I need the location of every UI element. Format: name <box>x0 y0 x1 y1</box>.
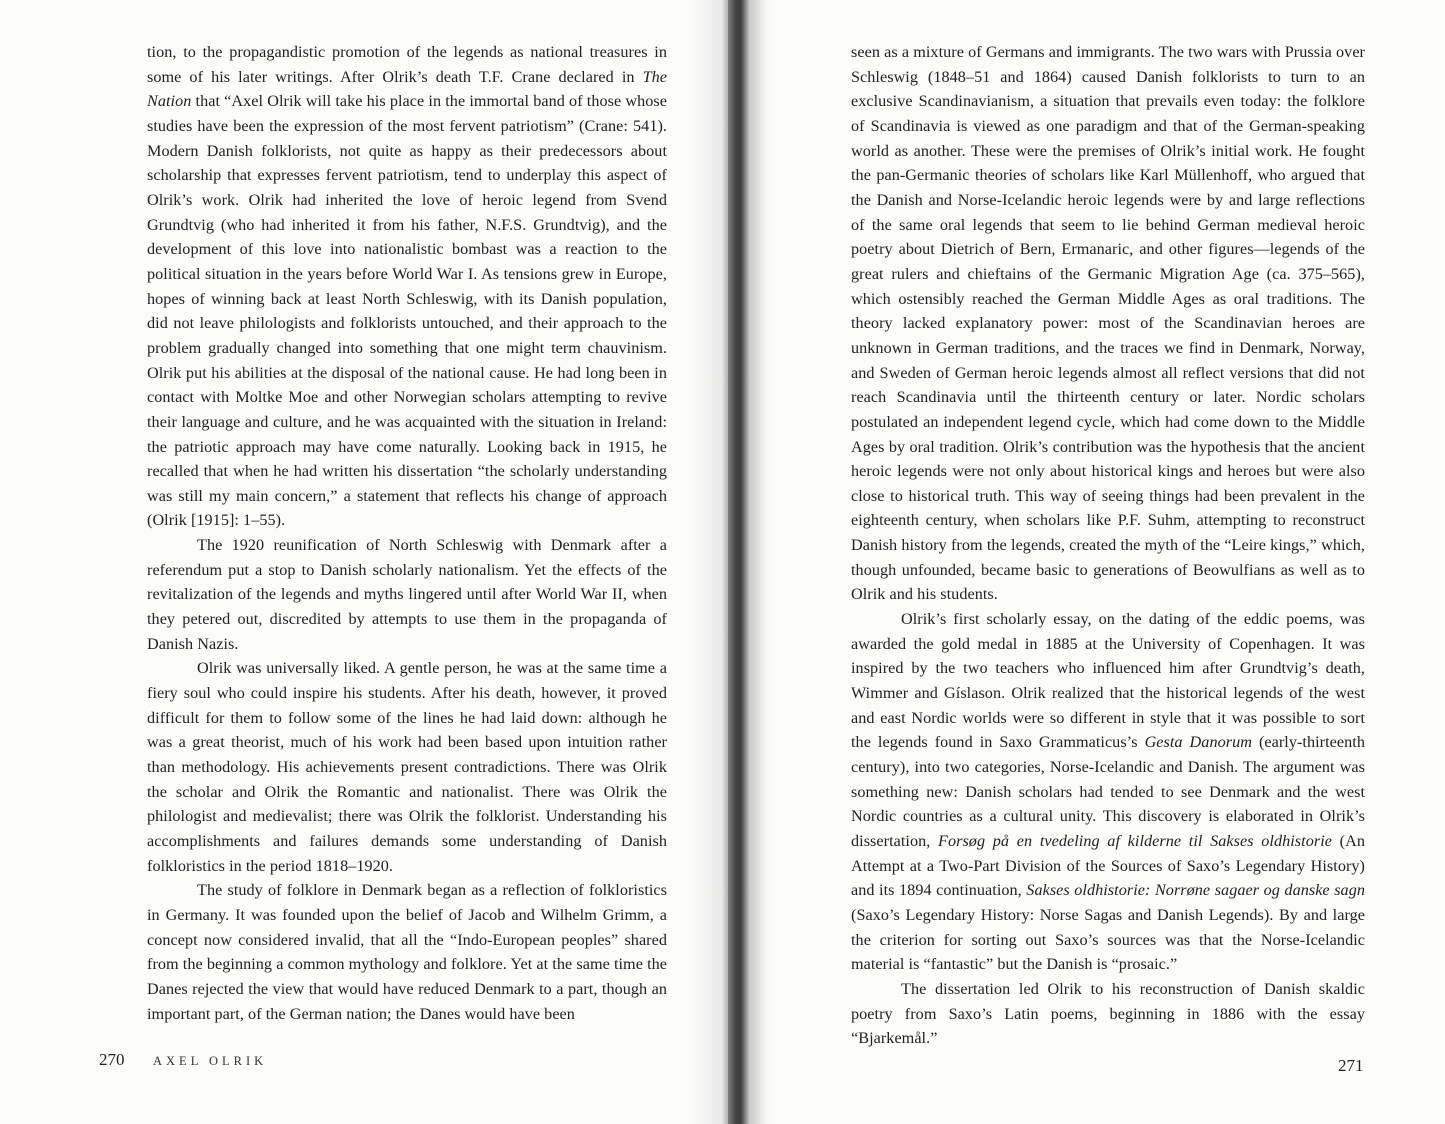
text-run: (Saxo’s Legendary History: Norse Sagas and Danish Legends). By and large the criterion for sorting out Saxo’s sources was that the Norse-Icelandic material is “fantastic” but the Danish is “prosaic.” <box>851 905 1365 974</box>
text-run: that “Axel Olrik will take his place in the immortal band of those whose studies have been the expression of the most fervent patriotism” (Crane: 541). Modern Danish folklorists, not quite as happy as their predecessors about scholarship that expresses fervent patriotism, tend to underplay this aspect of Olrik’s work. Olrik had inherited the love of heroic legend from Svend Grundtvig (who had inherited it from his father, N.F.S. Grundtvig), and the development of this love into nationalistic bombast was a reaction to the political situation in the years before World War I. As tensions grew in Europe, hopes of winning back at least North Schleswig, with its Danish population, did not leave philologists and folklorists untouched, and their approach to the problem gradually changed into something that one might term chauvinism. Olrik put his abilities at the disposal of the national cause. He had long been in contact with Moltke Moe and other Norwegian scholars attempting to revive their language and culture, and he was acquainted with the situation in Ireland: the patriotic approach may have come naturally. Looking back in 1915, he recalled that when he had written his dissertation “the scholarly understanding was still my main concern,” a statement that reflects his change of approach (Olrik [1915]: 1–55). <box>147 92 667 530</box>
text-run: (early-thirteenth century), into two categories, Norse-Icelandic and Danish. The argument was something new: Danish scholars had tended to see Denmark and the west Nordic countries as a cultural unity. This discovery is elaborated in Olrik’s dissertation, <box>851 733 1365 850</box>
book-spine <box>728 0 744 1124</box>
left-paragraph-2 <box>147 533 667 656</box>
text-run: (An Attempt at a Two-Part Division of the Sources of Saxo’s Legendary History) and its 1894 continuation, <box>851 832 1365 900</box>
text-run: Olrik’s first scholarly essay, on the dating of the eddic poems, was awarded the gold medal in 1885 at the University of Copenhagen. It was inspired by the two teachers who influenced him after Grundtvig’s death, Wimmer and Gíslason. Olrik realized that the historical legends of the west and east Nordic worlds were so different in style that it was possible to sort the legends found in Saxo Grammaticus’s <box>851 610 1365 752</box>
left-paragraph-3 <box>147 656 667 878</box>
right-paragraph-1 <box>851 40 1365 607</box>
text-run: Olrik was universally liked. A gentle person, he was at the same time a fiery soul who could inspire his students. After his death, however, it proved difficult for them to follow some of the lines he had laid down: although he was a great theorist, much of his work had been based upon intuition rather than methodology. His achievements present contradictions. There was Olrik the scholar and Olrik the Romantic and nationalist. There was Olrik the philologist and medievalist; there was Olrik the folklorist. Understanding his accomplishments and failures demands some understanding of Danish folkloristics in the period 1818–1920. <box>147 659 667 875</box>
text-run: The dissertation led Olrik to his reconstruction of Danish skaldic poetry from Saxo’s Latin poems, beginning in 1886 with the essay “Bjarkemål.” <box>851 979 1365 1048</box>
italic-title: Forsøg på en tvedeling af kilderne til Sakses oldhistorie <box>938 832 1332 850</box>
right-page-body <box>851 40 1365 1051</box>
text-run: The 1920 reunification of North Schleswig with Denmark after a referendum put a stop to Danish scholarly nationalism. Yet the effects of the revitalization of the legends and myths lingered until after World War II, when they petered out, discredited by attempts to use them in the propaganda of Danish Nazis. <box>147 536 667 653</box>
left-page-number: 270 <box>99 1050 125 1069</box>
text-run: seen as a mixture of Germans and immigrants. The two wars with Prussia over Schleswig (1848–51 and 1864) caused Danish folklorists to turn to an exclusive Scandinavianism, a situation that prevails even today: the folklore of Scandinavia is viewed as one paradigm and that of the German-speaking world as another. These were the premises of Olrik’s initial work. He fought the pan-Germanic theories of scholars like Karl Müllenhoff, who argued that the Danish and Norse-Icelandic heroic legends were by and large reflections of the same oral legends that seem to lie behind German medieval heroic poetry about Dietrich of Bern, Ermanaric, and other figures—legends of the great rulers and chieftains of the Germanic Migration Age (ca. 375–565), which ostensibly reached the German Middle Ages as oral traditions. The theory lacked explanatory power: most of the Scandinavian heroes are unknown in German traditions, and the traces we find in Denmark, Norway, and Sweden of German heroic legends almost all reflect versions that did not reach Scandinavia until the thirteenth century or later. Nordic scholars postulated an independent legend cycle, which had come down to the Middle Ages by oral tradition. Olrik’s contribution was the hypothesis that the ancient heroic legends were not only about historical kings and heroes but were also close to historical truth. This way of seeing things had been prevalent in the eighteenth century, when scholars like P.F. Suhm, attempting to reconstruct Danish history from the legends, created the myth of the “Leire kings,” which, though unfounded, became basic to generations of Beowulfians as well as to Olrik and his students. <box>851 43 1365 604</box>
right-paragraph-3 <box>851 977 1365 1051</box>
text-run: tion, to the propagandistic promotion of the legends as national treasures in some of his later writings. After Olrik’s death T.F. Crane declared in <box>147 43 667 86</box>
right-page-number: 271 <box>1338 1056 1364 1075</box>
left-paragraph-1 <box>147 40 667 533</box>
running-head: AXEL OLRIK <box>153 1054 268 1068</box>
left-page-body <box>147 40 667 1026</box>
text-run: The study of folklore in Denmark began as a reflection of folkloristics in Germany. It was founded upon the belief of Jacob and Wilhelm Grimm, a concept now considered invalid, that all the “Indo-European peoples” shared from the beginning a common mythology and folklore. Yet at the same time the Danes rejected the view that would have reduced Denmark to a part, though an important part, of the German nation; the Danes would have been <box>147 881 667 1023</box>
italic-title: Sakses oldhistorie: Norrøne sagaer og danske sagn <box>1026 881 1365 900</box>
right-paragraph-2 <box>851 607 1365 977</box>
italic-title: Gesta Danorum <box>1144 733 1252 752</box>
left-paragraph-4 <box>147 878 667 1026</box>
italic-title: The Nation <box>147 67 667 111</box>
